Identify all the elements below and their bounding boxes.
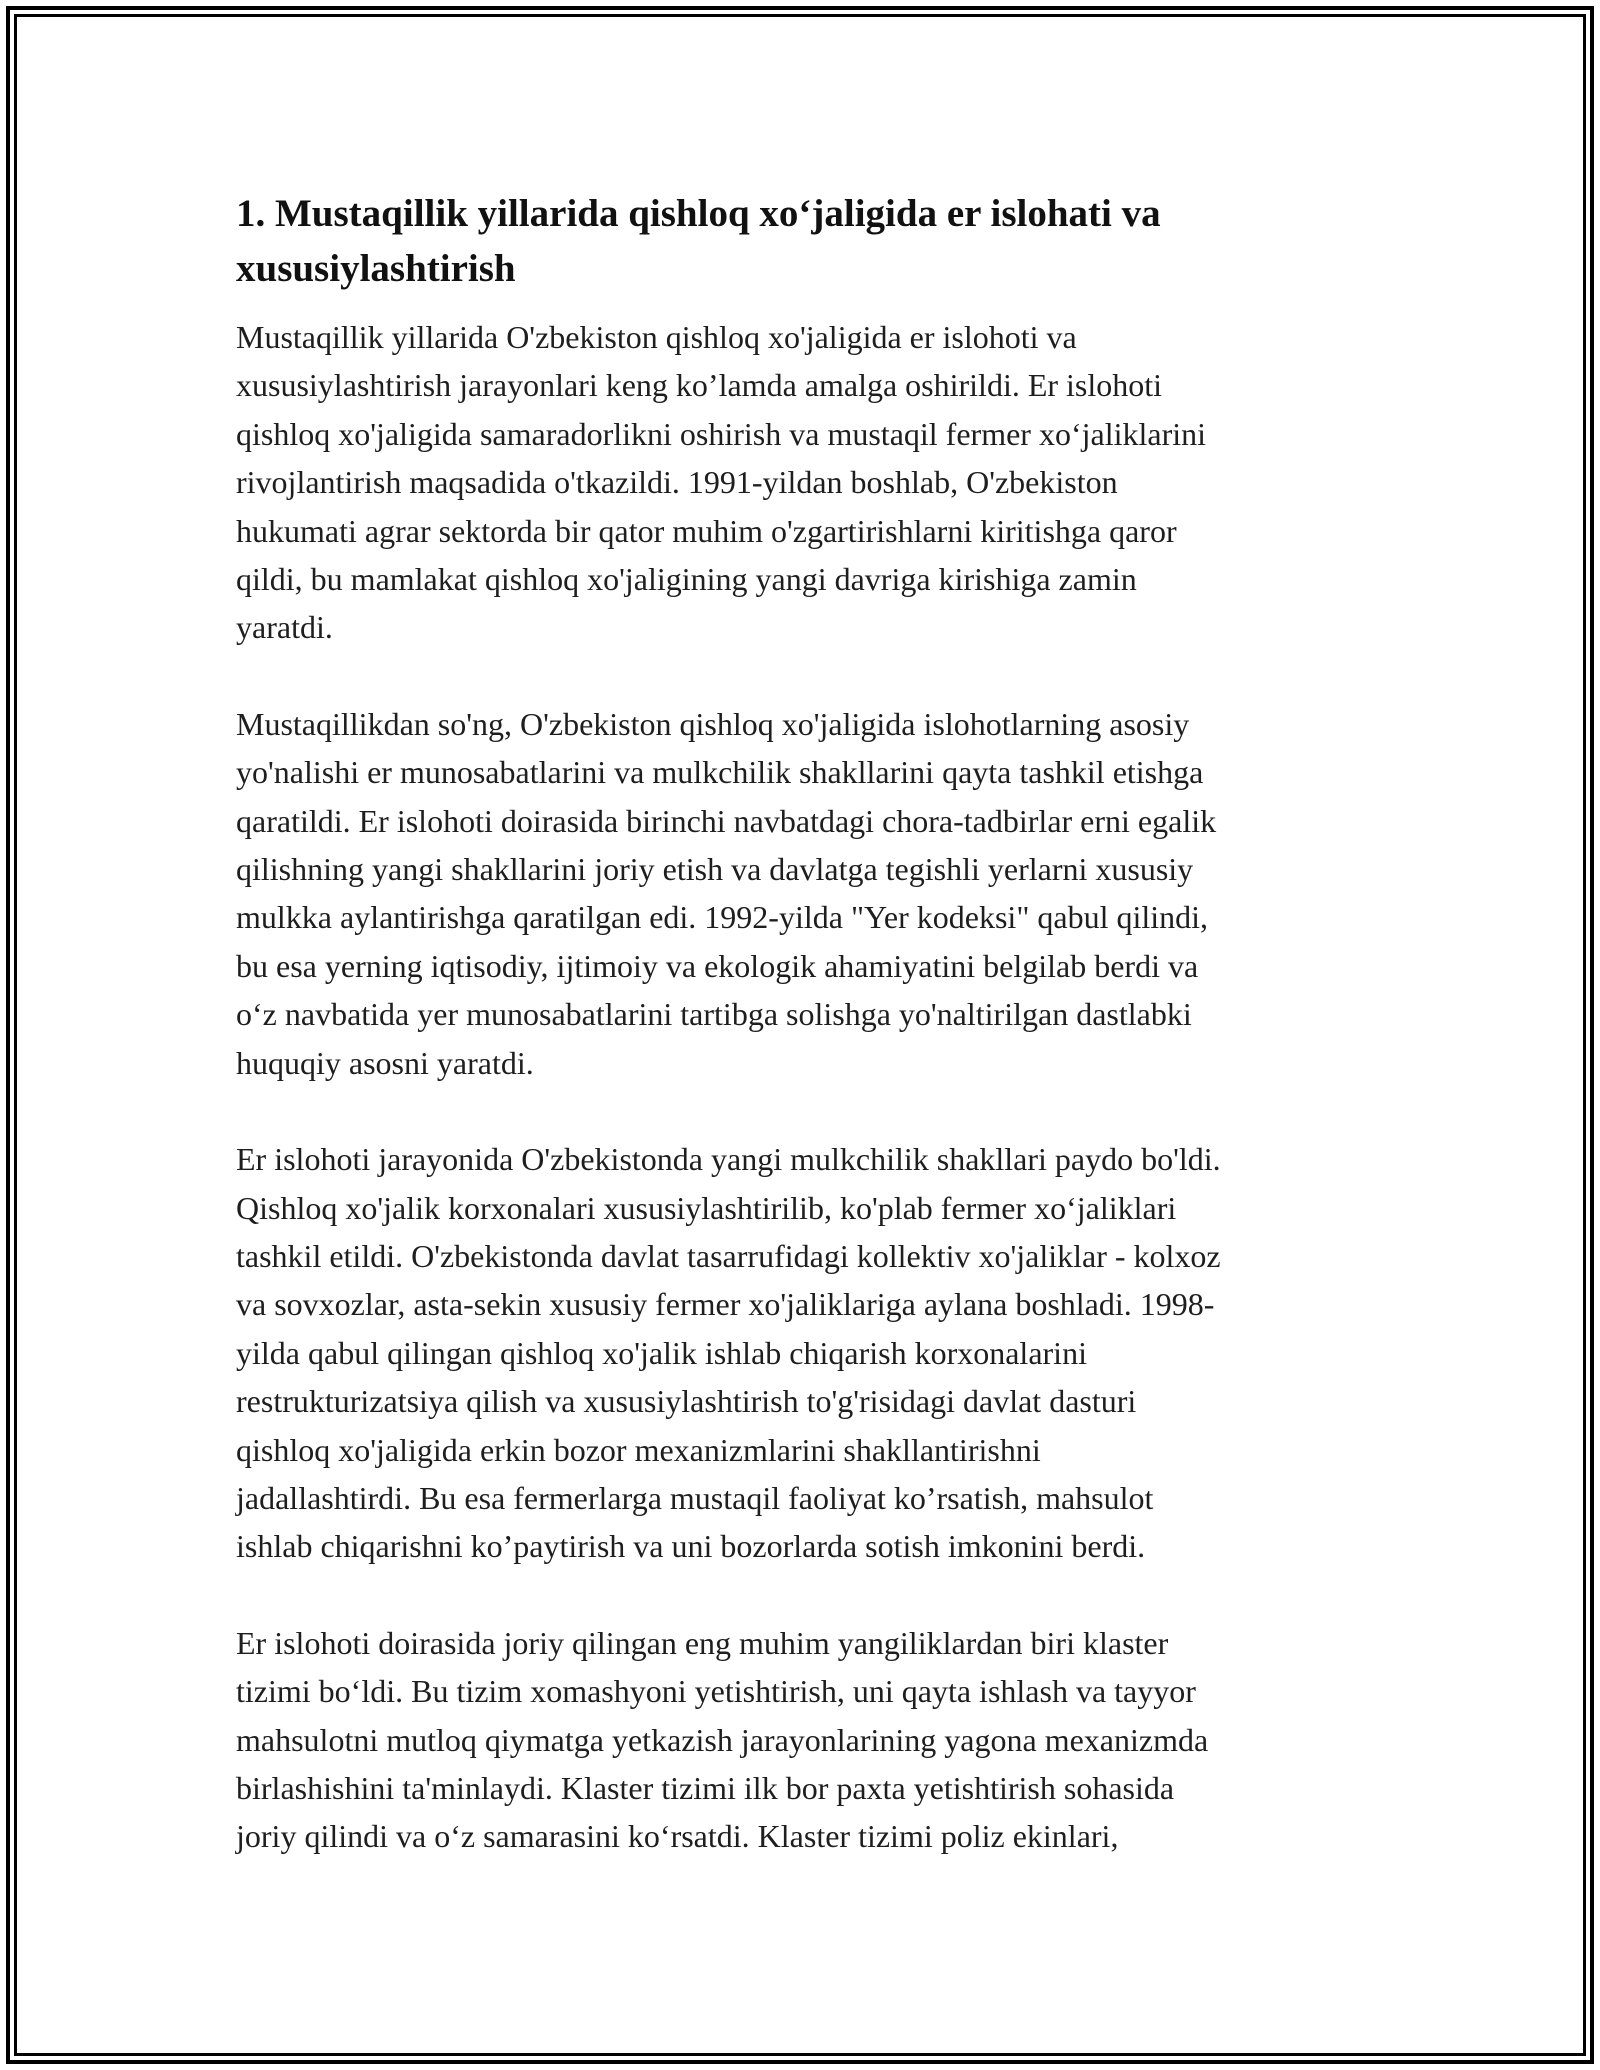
- text-line: Er islohoti doirasida joriy qilingan eng muhim yangiliklardan biri klaster: [236, 1624, 1169, 1661]
- text-line: Mustaqillikdan so'ng, O'zbekiston qishloq xo'jaligida islohotlarning asosiy: [236, 705, 1190, 742]
- text-line: qildi, bu mamlakat qishloq xo'jaligining yangi davriga kirishiga zamin: [236, 561, 1137, 598]
- text-line: Qishloq xo'jalik korxonalari xususiylashtirilib, ko'plab fermer xo‘jaliklari: [236, 1189, 1177, 1226]
- heading-line: 1. Mustaqillik yillarida qishloq xo‘jaligida er islohati va: [236, 192, 1161, 235]
- text-line: joriy qilindi va o‘z samarasini ko‘rsatdi. Klaster tizimi poliz ekinlari,: [236, 1818, 1119, 1855]
- text-line: bu esa yerning iqtisodiy, ijtimoiy va ekologik ahamiyatini belgilab berdi va: [236, 947, 1199, 984]
- text-line: hukumati agrar sektorda bir qator muhim o'zgartirishlarni kiritishga qaror: [236, 512, 1177, 549]
- text-line: qishloq xo'jaligida erkin bozor mexanizmlarini shakllantirishni: [236, 1431, 1041, 1468]
- text-line: rivojlantirish maqsadida o'tkazildi. 1991-yildan boshlab, O'zbekiston: [236, 464, 1118, 501]
- text-line: yilda qabul qilingan qishloq xo'jalik ishlab chiqarish korxonalarini: [236, 1334, 1087, 1371]
- text-line: qishloq xo'jaligida samaradorlikni oshirish va mustaqil fermer xo‘jaliklarini: [236, 415, 1206, 452]
- text-line: Er islohoti jarayonida O'zbekistonda yangi mulkchilik shakllari paydo bo'ldi.: [236, 1141, 1221, 1178]
- text-line: mulkka aylantirishga qaratilgan edi. 1992-yilda "Yer kodeksi" qabul qilindi,: [236, 899, 1209, 936]
- document-body: [236, 186, 1384, 1909]
- text-line: tizimi bo‘ldi. Bu tizim xomashyoni yetishtirish, uni qayta ishlash va tayyor: [236, 1673, 1196, 1710]
- paragraph-2: [236, 700, 1384, 1087]
- text-line: yaratdi.: [236, 609, 333, 646]
- paragraph-1: [236, 313, 1384, 652]
- paragraph-3: [236, 1135, 1384, 1571]
- text-line: tashkil etildi. O'zbekistonda davlat tasarrufidagi kollektiv xo'jaliklar - kolxoz: [236, 1237, 1221, 1274]
- text-line: o‘z navbatida yer munosabatlarini tartibga solishga yo'naltirilgan dastlabki: [236, 996, 1192, 1033]
- text-line: huquqiy asosni yaratdi.: [236, 1044, 534, 1081]
- text-line: Mustaqillik yillarida O'zbekiston qishloq xo'jaligida er islohoti va: [236, 319, 1077, 355]
- section-heading: [236, 186, 1384, 296]
- text-line: xususiylashtirish jarayonlari keng ko’lamda amalga oshirildi. Er islohoti: [236, 367, 1163, 404]
- text-line: yo'nalishi er munosabatlarini va mulkchilik shakllarini qayta tashkil etishga: [236, 754, 1204, 791]
- text-line: qilishning yangi shakllarini joriy etish va davlatga tegishli yerlarni xususiy: [236, 851, 1194, 888]
- text-line: va sovxozlar, asta-sekin xususiy fermer xo'jaliklariga aylana boshladi. 1998-: [236, 1286, 1215, 1323]
- text-line: mahsulotni mutloq qiymatga yetkazish jarayonlarining yagona mexanizmda: [236, 1721, 1209, 1758]
- paragraph-4: [236, 1619, 1384, 1861]
- text-line: restrukturizatsiya qilish va xususiylashtirish to'g'risidagi davlat dasturi: [236, 1383, 1137, 1420]
- heading-line: xususiylashtirish: [236, 247, 516, 290]
- text-line: birlashishini ta'minlaydi. Klaster tizimi ilk bor paxta yetishtirish sohasida: [236, 1769, 1175, 1806]
- text-line: qaratildi. Er islohoti doirasida birinchi navbatdagi chora-tadbirlar erni egalik: [236, 802, 1217, 839]
- text-line: ishlab chiqarishni ko’paytirish va uni bozorlarda sotish imkonini berdi.: [236, 1528, 1146, 1565]
- text-line: jadallashtirdi. Bu esa fermerlarga mustaqil faoliyat ko’rsatish, mahsulot: [236, 1479, 1154, 1516]
